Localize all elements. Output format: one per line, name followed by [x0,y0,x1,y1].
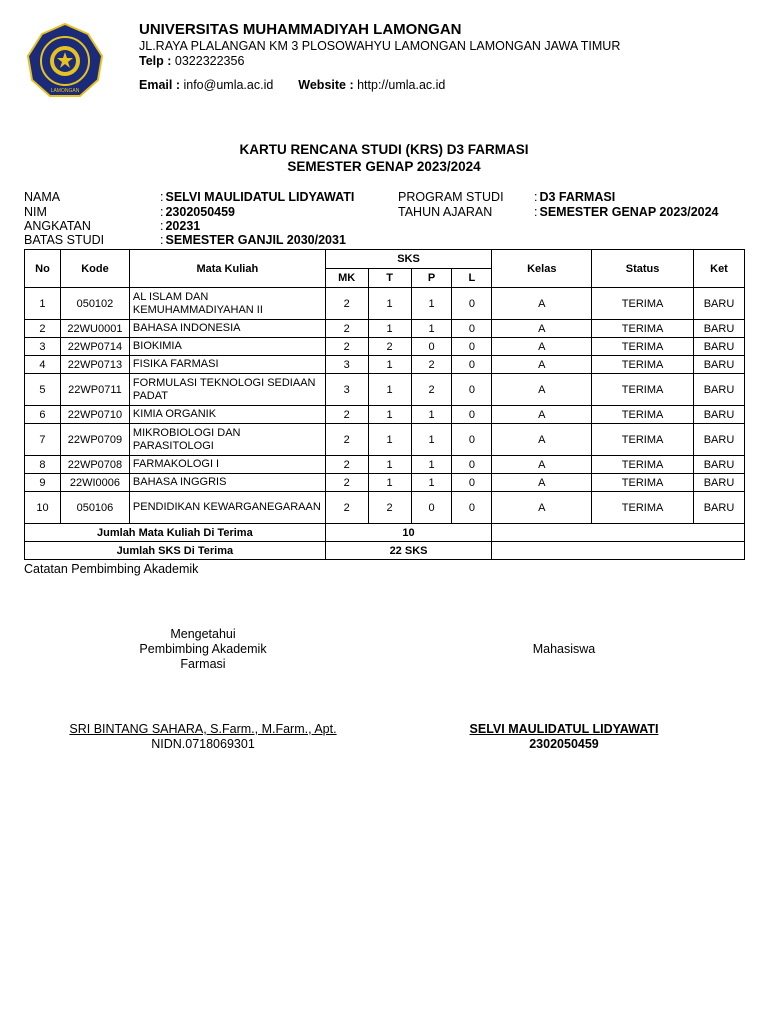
cell-kelas: A [492,356,592,374]
krs-table-body [25,288,745,524]
cell-sks-mk: 2 [325,456,368,474]
cell-kelas: A [492,338,592,356]
cell-no: 1 [25,288,61,320]
nim-value: : 2302050459 [160,205,235,220]
advisor-name: SRI BINTANG SAHARA, S.Farm., M.Farm., Apt. [69,722,337,736]
student-name: SELVI MAULIDATUL LIDYAWATI [469,722,659,736]
krs-table [24,249,745,560]
table-row [25,356,745,374]
cell-no: 2 [25,320,61,338]
total-sks-label: Jumlah SKS Di Terima [25,542,326,560]
table-row [25,456,745,474]
cell-sks-mk: 2 [325,406,368,424]
advisor-signature [52,722,354,752]
cell-mata-kuliah: BIOKIMIA [129,338,325,356]
cell-status: TERIMA [592,406,694,424]
cell-sks-t: 1 [368,456,411,474]
email-label: Email : [139,78,180,92]
table-row [25,406,745,424]
table-row [25,492,745,524]
cell-status: TERIMA [592,338,694,356]
cell-sks-p: 0 [411,338,452,356]
cell-kelas: A [492,406,592,424]
cell-sks-mk: 3 [325,356,368,374]
total-mk-label: Jumlah Mata Kuliah Di Terima [25,524,326,542]
cell-sks-mk: 2 [325,492,368,524]
cell-sks-l: 0 [452,320,492,338]
cell-sks-p: 1 [411,474,452,492]
cell-ket: BARU [693,456,744,474]
table-row [25,288,745,320]
header-kode: Kode [60,250,129,288]
advisor-line3: Farmasi [180,657,226,671]
contact-line [139,78,620,93]
cell-sks-t: 1 [368,374,411,406]
prodi-value: : D3 FARMASI [534,190,615,205]
student-nim: 2302050459 [529,737,599,751]
cell-sks-t: 1 [368,406,411,424]
cell-no: 8 [25,456,61,474]
prodi-label: PROGRAM STUDI [398,190,504,204]
cell-sks-p: 0 [411,492,452,524]
cell-sks-mk: 2 [325,320,368,338]
cell-kelas: A [492,320,592,338]
cell-sks-t: 2 [368,492,411,524]
cell-status: TERIMA [592,492,694,524]
header-sks-l: L [452,269,492,288]
angkatan-value: : 20231 [160,219,200,234]
cell-ket: BARU [693,320,744,338]
header-sks: SKS [325,250,492,269]
total-sks-value: 22 SKS [325,542,492,560]
cell-kelas: A [492,474,592,492]
phone-line [139,54,620,69]
cell-mata-kuliah: FARMAKOLOGI I [129,456,325,474]
cell-mata-kuliah: AL ISLAM DAN KEMUHAMMADIYAHAN II [129,288,325,320]
cell-status: TERIMA [592,320,694,338]
cell-ket: BARU [693,338,744,356]
table-row [25,374,745,406]
cell-sks-p: 2 [411,374,452,406]
cell-mata-kuliah: BAHASA INGGRIS [129,474,325,492]
table-row [25,474,745,492]
header-kelas: Kelas [492,250,592,288]
cell-sks-t: 1 [368,424,411,456]
batas-studi-label: BATAS STUDI [24,233,105,247]
cell-sks-mk: 2 [325,288,368,320]
cell-ket: BARU [693,424,744,456]
cell-sks-l: 0 [452,374,492,406]
cell-sks-p: 1 [411,456,452,474]
cell-ket: BARU [693,474,744,492]
cell-kode: 22WP0713 [60,356,129,374]
cell-sks-t: 1 [368,474,411,492]
cell-ket: BARU [693,356,744,374]
cell-sks-t: 1 [368,320,411,338]
advisor-notes-label: Catatan Pembimbing Akademik [24,562,199,576]
cell-mata-kuliah: FISIKA FARMASI [129,356,325,374]
cell-sks-t: 1 [368,356,411,374]
cell-no: 6 [25,406,61,424]
header-sks-t: T [368,269,411,288]
cell-sks-t: 2 [368,338,411,356]
cell-sks-l: 0 [452,492,492,524]
cell-sks-mk: 2 [325,474,368,492]
cell-sks-t: 1 [368,288,411,320]
cell-status: TERIMA [592,424,694,456]
cell-sks-l: 0 [452,356,492,374]
cell-kode: 22WP0711 [60,374,129,406]
cell-kelas: A [492,492,592,524]
cell-sks-l: 0 [452,338,492,356]
cell-kelas: A [492,374,592,406]
document-title: KARTU RENCANA STUDI (KRS) D3 FARMASI [239,142,529,157]
cell-mata-kuliah: KIMIA ORGANIK [129,406,325,424]
cell-kode: 22WP0710 [60,406,129,424]
cell-kode: 22WI0006 [60,474,129,492]
cell-sks-l: 0 [452,474,492,492]
cell-no: 7 [25,424,61,456]
cell-mata-kuliah: BAHASA INDONESIA [129,320,325,338]
cell-kode: 22WP0708 [60,456,129,474]
cell-status: TERIMA [592,374,694,406]
total-mk-blank [492,524,745,542]
nim-label: NIM [24,205,47,219]
cell-sks-mk: 3 [325,374,368,406]
university-address: JL.RAYA PLALANGAN KM 3 PLOSOWAHYU LAMONGAN LAMONGAN JAWA TIMUR [139,39,621,53]
header-ket: Ket [693,250,744,288]
cell-sks-mk: 2 [325,424,368,456]
student-signature [454,722,674,752]
cell-kelas: A [492,456,592,474]
header-sks-p: P [411,269,452,288]
cell-sks-l: 0 [452,406,492,424]
nama-value: : SELVI MAULIDATUL LIDYAWATI [160,190,354,205]
cell-ket: BARU [693,288,744,320]
cell-kode: 050106 [60,492,129,524]
cell-no: 3 [25,338,61,356]
cell-no: 4 [25,356,61,374]
cell-kelas: A [492,424,592,456]
batas-studi-value: : SEMESTER GANJIL 2030/2031 [160,233,346,248]
cell-kode: 22WP0709 [60,424,129,456]
nama-label: NAMA [24,190,61,204]
advisor-line2: Pembimbing Akademik [139,642,267,656]
university-logo [24,22,106,100]
total-mk-value: 10 [325,524,492,542]
cell-status: TERIMA [592,456,694,474]
cell-sks-p: 1 [411,288,452,320]
cell-status: TERIMA [592,288,694,320]
cell-status: TERIMA [592,474,694,492]
advisor-block [52,627,354,672]
cell-sks-l: 0 [452,456,492,474]
table-row [25,424,745,456]
university-name: UNIVERSITAS MUHAMMADIYAH LAMONGAN [139,21,462,38]
advisor-line1: Mengetahui [170,627,236,641]
table-row [25,320,745,338]
cell-sks-l: 0 [452,288,492,320]
tahun-ajaran-value: : SEMESTER GENAP 2023/2024 [534,205,719,220]
cell-ket: BARU [693,492,744,524]
cell-mata-kuliah: FORMULASI TEKNOLOGI SEDIAAN PADAT [129,374,325,406]
document-subtitle: SEMESTER GENAP 2023/2024 [287,159,481,174]
header-status: Status [592,250,694,288]
angkatan-label: ANGKATAN [24,219,91,233]
cell-sks-p: 1 [411,406,452,424]
cell-kelas: A [492,288,592,320]
cell-sks-l: 0 [452,424,492,456]
website-value: http://umla.ac.id [357,78,446,92]
header-sks-mk: MK [325,269,368,288]
cell-kode: 22WU0001 [60,320,129,338]
table-row [25,338,745,356]
website-label: Website : [298,78,354,92]
cell-no: 5 [25,374,61,406]
cell-sks-mk: 2 [325,338,368,356]
tahun-ajaran-label: TAHUN AJARAN [398,205,493,219]
cell-mata-kuliah: MIKROBIOLOGI DAN PARASITOLOGI [129,424,325,456]
svg-text:LAMONGAN: LAMONGAN [50,88,80,94]
cell-ket: BARU [693,406,744,424]
cell-sks-p: 1 [411,320,452,338]
student-label: Mahasiswa [532,642,596,656]
header-no: No [25,250,61,288]
cell-kode: 22WP0714 [60,338,129,356]
cell-mata-kuliah: PENDIDIKAN KEWARGANEGARAAN [129,492,325,524]
phone-label: Telp : [139,54,172,68]
cell-no: 9 [25,474,61,492]
cell-no: 10 [25,492,61,524]
phone-value: 0322322356 [174,54,245,68]
cell-kode: 050102 [60,288,129,320]
cell-status: TERIMA [592,356,694,374]
advisor-nidn: NIDN.0718069301 [151,737,255,751]
cell-sks-p: 2 [411,356,452,374]
cell-ket: BARU [693,374,744,406]
header-mata-kuliah: Mata Kuliah [129,250,325,288]
total-sks-blank [492,542,745,560]
letterhead [139,21,620,93]
cell-sks-p: 1 [411,424,452,456]
email-value: info@umla.ac.id [183,78,274,92]
